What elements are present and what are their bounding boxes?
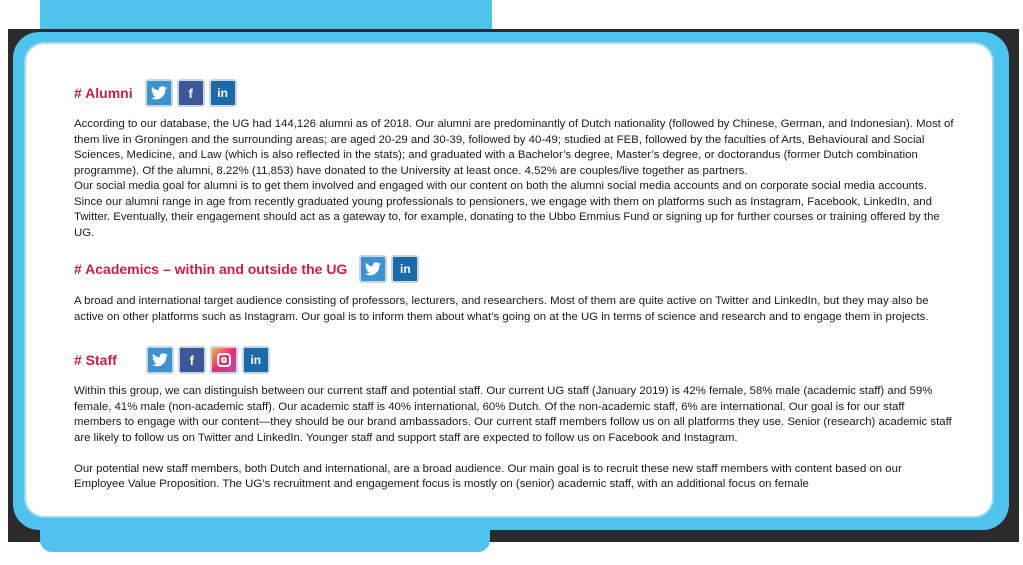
staff-text (74, 384, 954, 493)
linkedin-icon[interactable]: in (242, 346, 270, 374)
alumni-heading-row (74, 79, 237, 107)
twitter-icon[interactable] (359, 255, 387, 283)
staff-paragraph-1: Within this group, we can distinguish between our current staff and potential staff. Our current UG staff (January 2019) is 42% female, 58% male (academic staff) and 59% female, 41% male (non-academic staff). Our academic staff is 40% international, 60% Dutch. Of the non-academic staff, 6% are international. Our goal is for our staff members to engage with our content—they should be our brand ambassadors. Our current staff members follow us on all platforms they use. Senior (research) academic staff are likely to follow us on Twitter and LinkedIn. Younger staff and support staff are expected to follow us on Facebook and Instagram. (74, 385, 952, 444)
instagram-icon[interactable] (210, 346, 238, 374)
staff-social-icons (146, 346, 270, 374)
academics-paragraph-1: A broad and international target audience consisting of professors, lecturers, and researchers. Most of them are quite active on Twitter and LinkedIn, but they may also be active on other platforms such as Instagram. Our goal is to inform them about what’s going on at the UG in terms of science and research and to engage them in projects. (74, 295, 929, 323)
linkedin-icon[interactable]: in (391, 255, 419, 283)
facebook-icon[interactable]: f (178, 346, 206, 374)
staff-heading: # Staff (74, 352, 117, 368)
facebook-icon[interactable]: f (177, 79, 205, 107)
twitter-icon[interactable] (145, 79, 173, 107)
academics-social-icons (359, 255, 419, 283)
instagram-glyph-icon (217, 353, 231, 367)
alumni-paragraph-1: According to our database, the UG had 144,126 alumni as of 2018. Our alumni are predominantly of Dutch nationality (followed by Chinese, German, and Indonesian). Most of them live in Groningen and the surrounding areas; are aged 20-29 and 30-39, followed by 40-49; studied at FEB, followed by the faculties of Arts, Behavioural and Social Sciences, Medicine, and Law (which is also reflected in the stats); and graduated with a Bachelor’s degree, Master’s degree, or doctorandus (former Dutch combination programme). Of the alumni, 8.22% (11,853) have donated to the University at least once. 4.52% are couples/live together as partners. (74, 118, 954, 177)
academics-text (74, 294, 954, 325)
alumni-paragraph-2: Our social media goal for alumni is to get them involved and engaged with our content on both the alumni social media accounts and on corporate social media accounts. Since our alumni range in age from recently graduated young professionals to pensioners, we engage with them on platforms such as Instagram, Facebook, LinkedIn, and Twitter. Eventually, their engagement should act as a gateway to, for example, donating to the Ubbo Emmius Fund or signing up for further courses or training offered by the UG. (74, 180, 940, 239)
academics-heading: # Academics – within and outside the UG (74, 261, 348, 277)
linkedin-icon[interactable]: in (209, 79, 237, 107)
alumni-text (74, 117, 954, 241)
alumni-social-icons (145, 79, 237, 107)
staff-paragraph-2: Our potential new staff members, both Dutch and international, are a broad audience. Our main goal is to recruit these new staff members with content based on our Employee Value Proposition. The UG’s recruitment and engagement focus is mostly on (senior) academic staff, with an additional focus on female (74, 462, 902, 490)
staff-heading-row (74, 346, 270, 374)
twitter-icon[interactable] (146, 346, 174, 374)
academics-heading-row (74, 255, 419, 283)
alumni-heading: # Alumni (74, 85, 133, 101)
